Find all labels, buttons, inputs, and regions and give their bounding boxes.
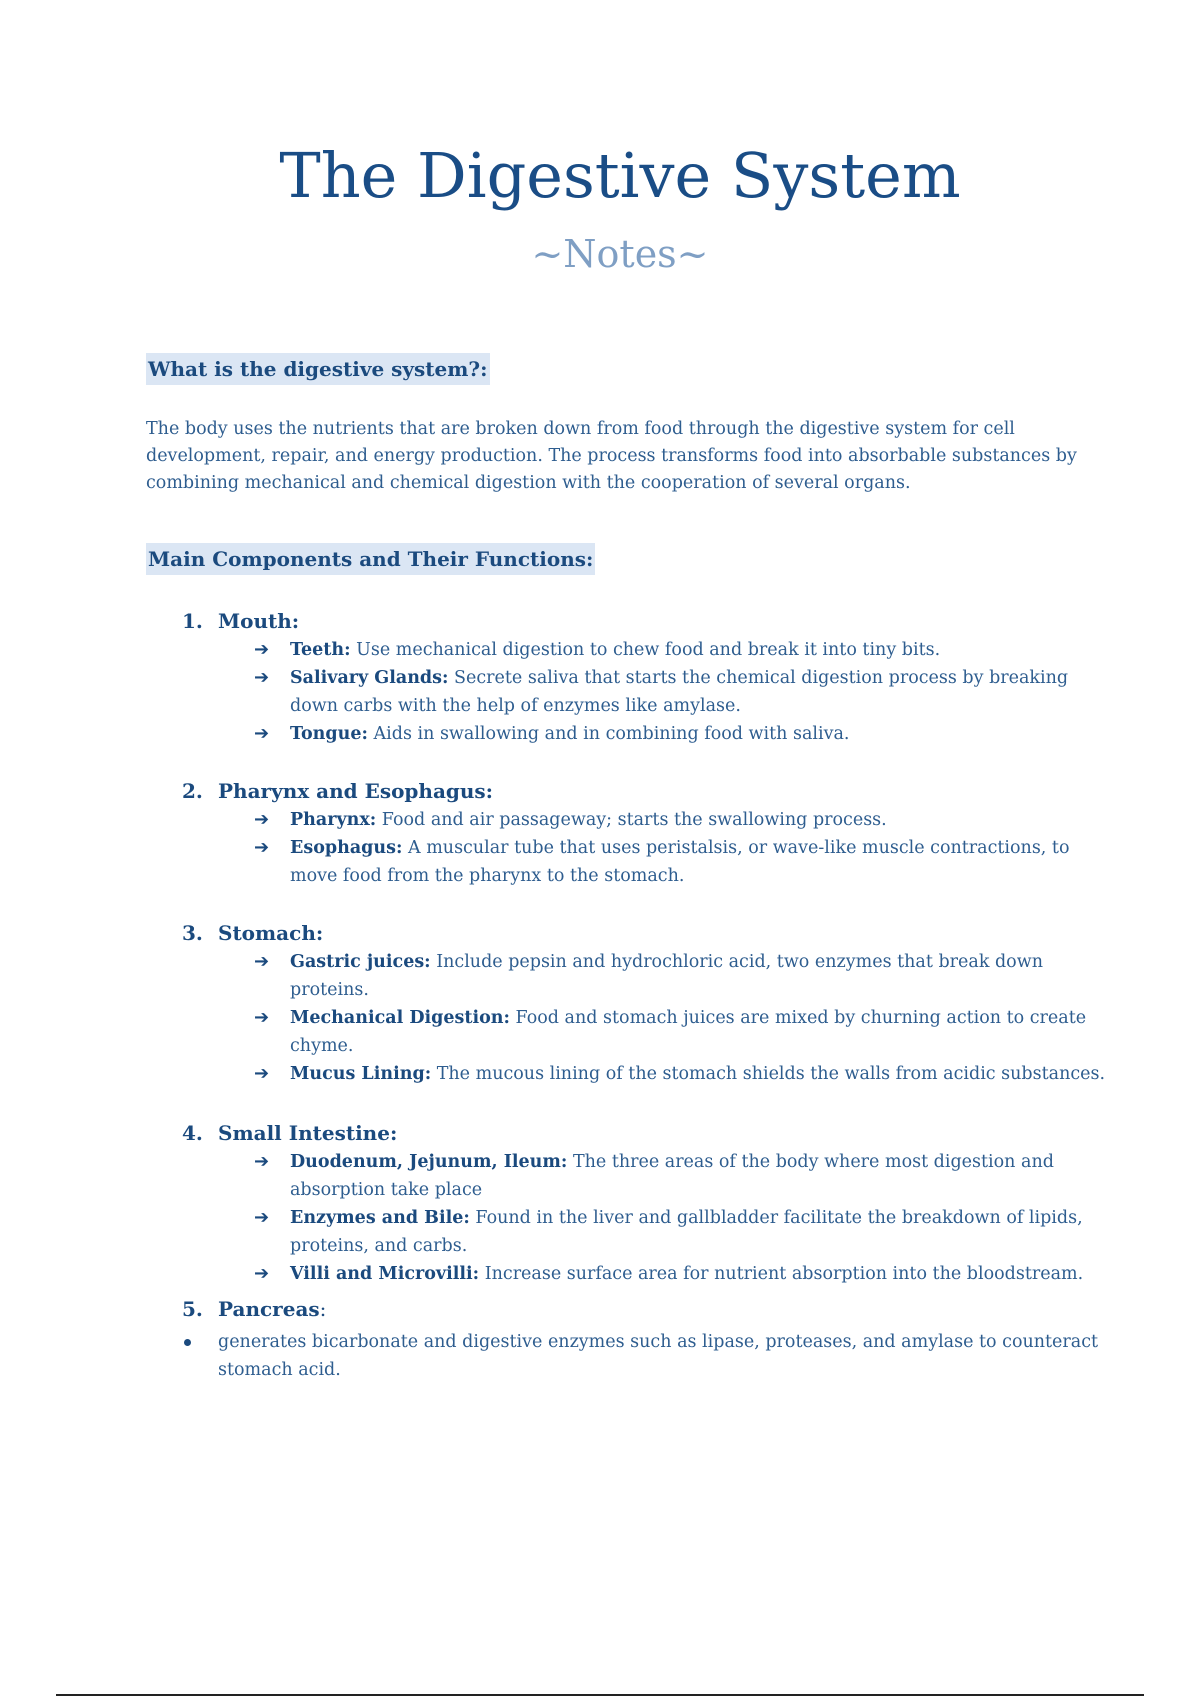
component-name-suffix: : — [319, 1297, 327, 1321]
item-term: Pharynx: — [290, 810, 377, 830]
component-pancreas — [146, 1294, 1106, 1384]
intro-paragraph: The body uses the nutrients that are broken down from food through the digestive system for cell development, repair, and energy production. The process transforms food into absorbable substances by combining mechanical and chemical digestion with the cooperation of several organs. — [146, 419, 1077, 493]
component-number: 3. — [182, 921, 203, 945]
item-term: Mechanical Digestion: — [290, 1008, 510, 1028]
item-text: The mucous lining of the stomach shields the walls from acidic substances. — [431, 1064, 1106, 1084]
item-term: Mucus Lining: — [290, 1064, 432, 1084]
item-term: Enzymes and Bile: — [290, 1208, 470, 1228]
component-title — [146, 776, 1106, 806]
list-item — [146, 806, 1106, 834]
component-name: Pharynx and Esophagus: — [218, 779, 494, 803]
component-name: Small Intestine: — [218, 1121, 398, 1145]
component-name: Mouth: — [218, 609, 300, 633]
component-number: 5. — [182, 1297, 203, 1321]
page-subtitle: ~Notes~ — [531, 232, 709, 276]
component-number: 2. — [182, 779, 203, 803]
arrow-right-icon: ➔ — [254, 1007, 270, 1028]
component-name: Pancreas — [218, 1297, 320, 1321]
component-stomach — [146, 918, 1106, 1088]
item-text: The three areas of the body where most digestion and absorption take place — [290, 1152, 1054, 1200]
components-list — [146, 606, 1106, 1384]
components-heading: Main Components and Their Functions: — [146, 543, 595, 575]
component-title — [146, 918, 1106, 948]
arrow-right-icon: ➔ — [254, 1207, 270, 1228]
component-number: 4. — [182, 1121, 203, 1145]
component-items — [146, 1148, 1106, 1288]
component-mouth — [146, 606, 1106, 748]
list-item — [146, 1204, 1106, 1260]
component-pharynx-esophagus — [146, 776, 1106, 890]
component-items — [146, 636, 1106, 748]
list-item — [146, 1004, 1106, 1060]
list-item — [146, 1060, 1106, 1088]
arrow-right-icon: ➔ — [254, 639, 270, 660]
item-term: Villi and Microvilli: — [290, 1264, 480, 1284]
item-text: Aids in swallowing and in combining food with saliva. — [367, 724, 850, 744]
component-items — [146, 948, 1106, 1088]
item-text: Food and air passageway; starts the swallowing process. — [376, 810, 887, 830]
component-name: Stomach: — [218, 921, 324, 945]
component-small-intestine — [146, 1118, 1106, 1288]
item-text: Secrete saliva that starts the chemical digestion process by breaking down carbs with the help of enzymes like amylase. — [290, 668, 1069, 716]
list-item — [146, 636, 1106, 664]
footer-divider — [56, 1694, 1144, 1696]
arrow-right-icon: ➔ — [254, 809, 270, 830]
arrow-right-icon: ➔ — [254, 667, 270, 688]
intro-heading: What is the digestive system?: — [146, 353, 490, 385]
list-item — [146, 1260, 1106, 1288]
list-item — [146, 720, 1106, 748]
arrow-right-icon: ➔ — [254, 951, 270, 972]
item-text: generates bicarbonate and digestive enzymes such as lipase, proteases, and amylase to counteract stomach acid. — [218, 1332, 1099, 1380]
arrow-right-icon: ➔ — [254, 1151, 270, 1172]
arrow-right-icon: ➔ — [254, 723, 270, 744]
item-text: Use mechanical digestion to chew food and break it into tiny bits. — [350, 640, 941, 660]
list-item — [146, 948, 1106, 1004]
item-term: Salivary Glands: — [290, 668, 449, 688]
item-text: Found in the liver and gallbladder facilitate the breakdown of lipids, proteins, and carbs. — [290, 1208, 1083, 1256]
component-title — [146, 606, 1106, 636]
component-title — [146, 1118, 1106, 1148]
arrow-right-icon: ➔ — [254, 837, 270, 858]
item-term: Esophagus: — [290, 838, 403, 858]
item-text: Increase surface area for nutrient absorption into the bloodstream. — [479, 1264, 1084, 1284]
component-title — [146, 1294, 1106, 1324]
list-item — [146, 1328, 1106, 1384]
item-text: Food and stomach juices are mixed by churning action to create chyme. — [290, 1008, 1087, 1056]
arrow-right-icon: ➔ — [254, 1263, 270, 1284]
arrow-right-icon: ➔ — [254, 1063, 270, 1084]
page-title: The Digestive System — [279, 139, 961, 212]
component-items — [146, 806, 1106, 890]
item-term: Tongue: — [290, 724, 368, 744]
item-text: Include pepsin and hydrochloric acid, two enzymes that break down proteins. — [290, 952, 1043, 1000]
list-item — [146, 1148, 1106, 1204]
item-term: Teeth: — [290, 640, 351, 660]
item-text: A muscular tube that uses peristalsis, or wave-like muscle contractions, to move food from the pharynx to the stomach. — [290, 838, 1070, 886]
component-number: 1. — [182, 609, 203, 633]
item-term: Gastric juices: — [290, 952, 431, 972]
list-item — [146, 834, 1106, 890]
list-item — [146, 664, 1106, 720]
bullet-icon — [184, 1339, 191, 1346]
item-term: Duodenum, Jejunum, Ileum: — [290, 1152, 568, 1172]
